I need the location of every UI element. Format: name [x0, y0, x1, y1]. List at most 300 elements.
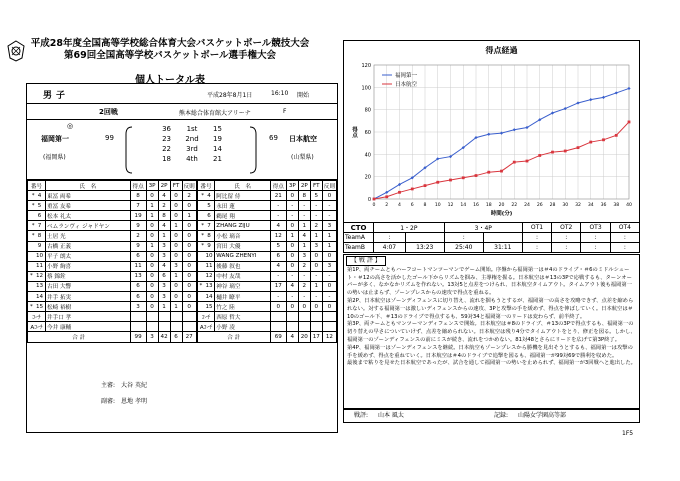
- player-name: 樋井 瞭平: [215, 292, 271, 302]
- player-stat: -: [310, 271, 322, 281]
- player-number: 7: [37, 222, 42, 229]
- player-row: [28, 271, 337, 281]
- player-stat: 8: [298, 191, 310, 201]
- player-number: 13: [35, 283, 44, 290]
- player-stat: 2: [298, 261, 310, 271]
- starter-mark: *: [201, 233, 205, 240]
- commentary-paragraph: 第3P、両チームともマンツーマンディフェンスで開始。日本航空は＃8のドライブ、＃13の3Pで得点するも、福岡第一の切り替えの早さについていけず、点差を縮められない。日本航空は残り4分でタイムアウトをとり、修正を図る。しかし、福岡第一のゾーンディフェンスの前にミスが続き、流れをつかめない。81対48とさらにリードを広げて第3P終了。: [347, 321, 636, 343]
- player-number: 14: [205, 293, 213, 300]
- player-name: 蔡 錦銓: [46, 271, 131, 281]
- x-tick-label: 24: [524, 203, 530, 208]
- player-stat: 1: [310, 231, 322, 241]
- data-point: [513, 128, 516, 131]
- player-stat: 2: [158, 201, 170, 211]
- player-number: 6: [37, 212, 42, 219]
- data-point: [589, 141, 592, 144]
- x-tick-label: 22: [511, 203, 518, 208]
- player-stat: 6: [130, 292, 146, 302]
- player-name: 井手 拓実: [46, 292, 131, 302]
- player-stat: 0: [322, 281, 336, 291]
- player-name: ZHANG ZIJU: [215, 221, 271, 231]
- player-stat: 1: [146, 241, 158, 251]
- chart-canvas: [344, 41, 639, 222]
- data-point: [564, 150, 567, 153]
- player-number: 4: [207, 192, 211, 199]
- player-stat: 0: [170, 292, 182, 302]
- player-number: 12: [205, 273, 213, 280]
- player-stat: 0: [182, 281, 197, 291]
- player-stat: 0: [170, 201, 182, 211]
- data-point: [576, 101, 579, 104]
- data-point: [615, 134, 618, 137]
- player-stat: 0: [146, 191, 158, 201]
- player-stats-table: [27, 180, 337, 343]
- player-stat: 0: [182, 201, 197, 211]
- time-out-header-row: CTO 1・2P 3・4P OT1 OT2 OT3 OT4: [344, 223, 640, 233]
- quarter-row: 18 4th 21: [162, 155, 222, 163]
- player-number: 7: [207, 222, 211, 229]
- player-stat: 1: [322, 241, 336, 251]
- legend-label: 福岡第一: [395, 73, 418, 79]
- y-tick-label: 100: [361, 85, 371, 92]
- data-point: [589, 98, 592, 101]
- player-number: 4: [37, 192, 42, 199]
- data-point: [538, 154, 541, 157]
- tournament-title: 平成28年度全国高等学校総合体育大会バスケットボール競技大会: [30, 38, 310, 49]
- data-point: [398, 191, 401, 194]
- player-name: 松本 礼太: [46, 211, 131, 221]
- player-stat: 0: [310, 302, 322, 312]
- x-tick-label: 34: [587, 203, 594, 208]
- player-name: 神谷 璃空: [215, 281, 271, 291]
- player-name: 小松 璃音: [215, 231, 271, 241]
- player-number: 11: [35, 263, 44, 270]
- player-stat: 11: [130, 261, 146, 271]
- y-tick-label: 120: [361, 63, 371, 69]
- player-row: [28, 292, 337, 302]
- time-out-table: [343, 222, 640, 253]
- player-stat: 8: [130, 191, 146, 201]
- data-point: [551, 151, 554, 154]
- player-name: 松崎 裕樹: [46, 302, 131, 312]
- player-stat: -: [310, 201, 322, 211]
- data-point: [615, 91, 618, 94]
- player-stat: 1: [322, 231, 336, 241]
- coach-row: ｺｰﾁ 井手口 孝 ｺｰﾁ 西原 哲大: [28, 312, 337, 322]
- player-number: 13: [205, 283, 213, 290]
- player-number: 10: [205, 253, 213, 260]
- starter-mark: *: [201, 222, 205, 229]
- player-stat: 0: [170, 211, 182, 221]
- player-stat: -: [286, 201, 298, 211]
- starter-mark: *: [201, 192, 205, 199]
- player-stat: -: [322, 211, 336, 221]
- player-stat: 0: [170, 191, 182, 201]
- player-stat: 8: [158, 211, 170, 221]
- player-stat: 6: [130, 281, 146, 291]
- player-stat: 0: [322, 251, 336, 261]
- player-stat: 1: [182, 211, 197, 221]
- player-stat: -: [322, 292, 336, 302]
- player-stat: 0: [146, 231, 158, 241]
- player-stat: -: [270, 271, 286, 281]
- player-stat: 12: [270, 231, 286, 241]
- player-stat: 1: [158, 302, 170, 312]
- data-point: [513, 161, 516, 164]
- player-stat: 19: [130, 211, 146, 221]
- y-tick-label: 20: [364, 174, 371, 181]
- starter-mark: *: [31, 192, 35, 199]
- player-row: [28, 261, 337, 271]
- away-acoach-name: 小野 凌: [215, 322, 271, 332]
- player-stat: 0: [182, 292, 197, 302]
- x-tick-label: 36: [600, 203, 607, 208]
- gender-label: 男子: [43, 91, 70, 101]
- x-tick-label: 20: [498, 203, 505, 208]
- data-point: [500, 170, 503, 173]
- x-axis-label: 時間(分): [490, 211, 513, 217]
- championship-title: 第69回全国高等学校バスケットボール選手権大会: [63, 50, 277, 61]
- umpire-line: 副審: 恩地 孝明: [101, 398, 147, 405]
- player-stat: 0: [286, 302, 298, 312]
- x-tick-label: 32: [575, 203, 581, 208]
- player-stat: 0: [182, 231, 197, 241]
- player-stat: 0: [170, 231, 182, 241]
- data-point: [424, 184, 427, 187]
- game-info-row: [27, 84, 337, 104]
- game-commentary: [343, 254, 640, 409]
- player-name: 東冨 両希: [46, 191, 131, 201]
- player-stat: 7: [130, 201, 146, 211]
- x-tick-label: 18: [485, 203, 492, 208]
- player-name: 阿比留 侍: [215, 191, 271, 201]
- data-point: [602, 138, 605, 141]
- player-stat: -: [298, 271, 310, 281]
- player-name: ベムランヴィ ジャドヤン: [46, 221, 131, 231]
- totals-label: 合 計: [28, 332, 131, 343]
- player-stat: 0: [322, 191, 336, 201]
- player-stat: 0: [182, 261, 197, 271]
- player-name: 中村 友哉: [215, 271, 271, 281]
- y-tick-label: 0: [367, 197, 371, 203]
- player-number: 11: [205, 263, 213, 270]
- player-stat: 0: [322, 302, 336, 312]
- away-total: 69: [269, 134, 278, 142]
- home-coach-name: 井手口 孝: [46, 312, 131, 322]
- score-progression-chart: [343, 40, 640, 223]
- player-stat: 1: [146, 211, 158, 221]
- y-axis-label: 得点: [351, 126, 357, 138]
- player-name: 竹之 陸: [215, 302, 271, 312]
- player-stat: 1: [298, 241, 310, 251]
- player-number: 6: [207, 212, 211, 219]
- player-stat: 1: [170, 271, 182, 281]
- player-stat: 0: [182, 241, 197, 251]
- player-stat: 4: [270, 221, 286, 231]
- player-stat: 3: [158, 281, 170, 291]
- quarter-row: 36 1st 15: [162, 125, 222, 133]
- player-stat: 0: [146, 221, 158, 231]
- player-stat: 2: [130, 231, 146, 241]
- player-stat: 4: [270, 261, 286, 271]
- chart-title: 得点経過: [485, 46, 518, 55]
- player-number: 10: [35, 253, 44, 260]
- y-tick-label: 40: [364, 152, 371, 159]
- name-header: 氏 名: [46, 181, 131, 191]
- player-stat: 0: [286, 191, 298, 201]
- player-stat: 1: [298, 221, 310, 231]
- legend-label: 日本航空: [395, 82, 418, 88]
- data-point: [487, 171, 490, 174]
- home-team-pref: (福岡県): [43, 154, 66, 161]
- quarter-row: 23 2nd 19: [162, 135, 222, 143]
- away-team-name: 日本航空: [289, 135, 317, 143]
- player-stat: -: [270, 292, 286, 302]
- player-stat: 0: [182, 271, 197, 281]
- x-tick-label: 30: [562, 203, 569, 208]
- player-stat: 3: [158, 241, 170, 251]
- player-stat: 0: [286, 251, 298, 261]
- report-header: [0, 38, 340, 86]
- player-number: 5: [207, 202, 211, 209]
- away-coach-name: 西原 哲大: [215, 312, 271, 322]
- player-stat: 0: [146, 271, 158, 281]
- player-stat: -: [270, 201, 286, 211]
- player-stat: 3: [170, 261, 182, 271]
- player-stat: 1: [146, 201, 158, 211]
- player-name: 鵜尾 翔: [215, 211, 271, 221]
- player-row: [28, 281, 337, 291]
- player-stat: 3: [310, 241, 322, 251]
- player-stat: -: [322, 271, 336, 281]
- totals-label: 合 計: [197, 332, 271, 343]
- player-stat: 5: [270, 241, 286, 251]
- starter-mark: *: [29, 273, 33, 280]
- x-tick-label: 6: [410, 203, 414, 208]
- player-stat: -: [310, 211, 322, 221]
- winner-mark-icon: ◎: [67, 122, 74, 130]
- umpire-name: 恩地 孝明: [121, 398, 147, 405]
- player-stat: 0: [270, 302, 286, 312]
- player-row: [28, 201, 337, 211]
- x-tick-label: 12: [447, 203, 454, 208]
- player-name: 後藤 叙也: [215, 261, 271, 271]
- player-stat: -: [286, 211, 298, 221]
- player-stat: 1: [286, 231, 298, 241]
- name-header: 氏 名: [215, 181, 271, 191]
- player-stat: 2: [298, 281, 310, 291]
- player-stat: 0: [182, 251, 197, 261]
- player-number: 5: [37, 202, 42, 209]
- player-number: 15: [35, 303, 44, 310]
- data-point: [628, 121, 631, 124]
- data-point: [385, 195, 388, 198]
- player-number: 9: [37, 243, 42, 250]
- player-name: 土居 光: [46, 231, 131, 241]
- commentary-heading: 【 戦 評 】: [346, 256, 386, 266]
- starter-mark: *: [199, 283, 203, 290]
- totals-row: 合 計 99 3 42 6 27 合 計 69 4 20 17 12: [28, 332, 337, 343]
- start-label: 開始: [297, 92, 310, 99]
- player-stat: -: [298, 211, 310, 221]
- score-summary: [27, 120, 337, 180]
- player-number: 12: [35, 273, 44, 280]
- player-stat: 0: [146, 281, 158, 291]
- x-tick-label: 8: [423, 203, 427, 208]
- venue: 熊本総合体育館大アリーナ: [179, 110, 251, 117]
- right-bracket-icon: [249, 126, 257, 174]
- page-number: 1F5: [622, 430, 634, 437]
- x-tick-label: 38: [613, 203, 620, 208]
- data-point: [411, 188, 414, 191]
- x-tick-label: 16: [473, 203, 479, 208]
- player-stat: 9: [130, 221, 146, 231]
- player-stat: -: [310, 292, 322, 302]
- recorder-name: 山陽女学園高等部: [518, 412, 567, 419]
- data-point: [449, 179, 452, 182]
- player-stat: 0: [182, 302, 197, 312]
- quarter-scores: [137, 124, 247, 164]
- player-stat: 2: [182, 191, 197, 201]
- player-stat: 4: [158, 261, 170, 271]
- court: F: [283, 108, 287, 115]
- player-stat: 0: [146, 302, 158, 312]
- player-stat: 4: [158, 191, 170, 201]
- x-tick-label: 14: [460, 203, 467, 208]
- player-name: 小野 絢喜: [46, 261, 131, 271]
- player-number: 8: [37, 233, 42, 240]
- quarter-row: 22 3rd 14: [162, 145, 222, 153]
- data-point: [526, 160, 529, 163]
- player-stat: 0: [146, 261, 158, 271]
- player-stat: 9: [130, 241, 146, 251]
- player-stat: 0: [170, 281, 182, 291]
- player-stat: 4: [158, 221, 170, 231]
- data-point: [475, 174, 478, 177]
- player-stat: -: [270, 211, 286, 221]
- player-stat: 0: [286, 241, 298, 251]
- player-stat: 17: [270, 281, 286, 291]
- player-stat: 3: [158, 251, 170, 261]
- left-bracket-icon: [125, 126, 133, 174]
- x-tick-label: 26: [536, 203, 543, 208]
- player-stat: 13: [130, 271, 146, 281]
- data-point: [487, 133, 490, 136]
- assistant-coach-row: Aｺｰﾁ 今井 康輔 Aｺｰﾁ 小野 凌: [28, 322, 337, 332]
- player-stat: 3: [298, 251, 310, 261]
- player-stat: 6: [130, 251, 146, 261]
- starter-mark: *: [31, 222, 35, 229]
- writers-line: 戦評: 山本 風太 記録: 山陽女学園高等部: [343, 409, 640, 423]
- player-stat: 0: [170, 241, 182, 251]
- commentary-paragraph: 第2P、日本航空はゾーンディフェンスに切り替え、流れを掴もうとするが、福岡第一の高さを攻略できず、点差を縮められない。対する福岡第一は激しいディフェンスからの速攻、3Pと攻撃の手を緩めず、得点を伸ばしていく。日本航空は＃10のゴール下、＃13のドライブで得点するも、59対34と福岡第一のリードは変わらず、前半終了。: [347, 297, 634, 320]
- player-stat: 0: [286, 261, 298, 271]
- player-stat: 1: [170, 302, 182, 312]
- player-name: 平子 朗太: [46, 251, 131, 261]
- home-total: 99: [105, 134, 114, 142]
- referee-name: 大谷 英紀: [121, 382, 147, 389]
- x-tick-label: 4: [398, 203, 401, 208]
- away-team-pref: (山梨県): [291, 154, 314, 161]
- page-subtitle: 個人トータル表: [135, 75, 205, 86]
- data-point: [577, 146, 580, 149]
- player-stat: -: [298, 292, 310, 302]
- box-score-panel: [26, 83, 338, 433]
- player-row: [28, 221, 337, 231]
- commentary-paragraph: 最後まで粘りを見せた日本航空であったが、試合を通して福岡第一の勢いを止められず、福岡第一が3回戦へと進出した。: [347, 360, 636, 367]
- player-stat: 0: [146, 251, 158, 261]
- player-row: [28, 191, 337, 201]
- player-stat: 2: [310, 221, 322, 231]
- player-name: WANG ZHENYI: [215, 251, 271, 261]
- x-tick-label: 10: [434, 203, 441, 208]
- round-row: [27, 104, 337, 120]
- x-tick-label: 2: [385, 203, 389, 208]
- round-label: 2回戦: [99, 108, 118, 116]
- commentary-paragraph: 第4P、福岡第一はゾーンディフェンスを継続。日本航空もゾーンプレスから勝機を見出そうとするも、福岡第一は攻撃の手を緩めず、得点を重ねていく。日本航空は＃4のドライブで追撃を図るも、福岡第一が99対69で勝利を収めた。: [347, 344, 633, 359]
- player-stat: 4: [286, 281, 298, 291]
- player-stat: 5: [310, 191, 322, 201]
- player-stat: 0: [182, 221, 197, 231]
- starter-mark: *: [201, 243, 205, 250]
- home-acoach-name: 今井 康輔: [46, 322, 131, 332]
- referee-line: 主審: 大谷 英紀: [101, 382, 147, 389]
- player-stat: 1: [158, 231, 170, 241]
- player-name: 永田 蓮: [215, 201, 271, 211]
- player-stat: 4: [298, 231, 310, 241]
- player-stat: 3: [322, 261, 336, 271]
- player-stat: 6: [270, 251, 286, 261]
- player-name: 古橋 正義: [46, 241, 131, 251]
- player-stat: 0: [310, 261, 322, 271]
- player-number: 9: [207, 243, 211, 250]
- player-stat: -: [286, 292, 298, 302]
- player-name: 重冨 友希: [46, 201, 131, 211]
- commentary-paragraph: 第1P、両チームともハーフコートマンツーマンでゲーム開始。序盤から福岡第一は＃4のドライブ・＃6のミドルシュート・＃12の高さを活かしたゴール下からリズムを掴み、主導権を握る。日本航空は＃13の3Pで応戦するも、ターンオーバーが多く、なかなかリズムを作れない。13対5と点差をつけられ、日本航空タイムアウト。タイムアウト後も福岡第一の勢いは止まらず、ゾーンプレスからの速攻で得点を重ねる。: [347, 266, 632, 297]
- player-stat: 3: [322, 221, 336, 231]
- reviewer-name: 山本 風太: [378, 412, 404, 419]
- y-tick-label: 80: [364, 107, 371, 114]
- player-stat: 0: [170, 251, 182, 261]
- player-stat: 1: [310, 281, 322, 291]
- data-point: [436, 181, 439, 184]
- starter-mark: *: [31, 233, 35, 240]
- player-stat: 0: [286, 221, 298, 231]
- player-row: [28, 211, 337, 221]
- data-point: [602, 96, 605, 99]
- commentary-body: [344, 266, 639, 369]
- stats-header-row: 番号 氏 名 得点 3P 2P FT 反則 番号 氏 名 得点 3P 2P FT 反則: [28, 181, 337, 191]
- player-name: 宮田 大優: [215, 241, 271, 251]
- player-stat: 3: [158, 292, 170, 302]
- player-row: [28, 302, 337, 312]
- player-stat: 0: [146, 292, 158, 302]
- player-row: [28, 241, 337, 251]
- player-number: 14: [35, 293, 44, 300]
- time-out-row: TeamB 4:07 13:23 25:40 31:11 : : : :: [344, 243, 640, 253]
- data-point: [373, 198, 376, 201]
- player-stat: -: [298, 201, 310, 211]
- game-time: 16:10: [271, 90, 289, 97]
- home-team-name: 福岡第一: [41, 135, 69, 143]
- player-number: 15: [205, 303, 213, 310]
- x-tick-label: 0: [372, 203, 376, 208]
- player-stat: -: [322, 201, 336, 211]
- player-name: 古田 大響: [46, 281, 131, 291]
- game-date: 平成28年8月1日: [207, 92, 253, 99]
- data-point: [462, 176, 465, 179]
- player-stat: 0: [310, 251, 322, 261]
